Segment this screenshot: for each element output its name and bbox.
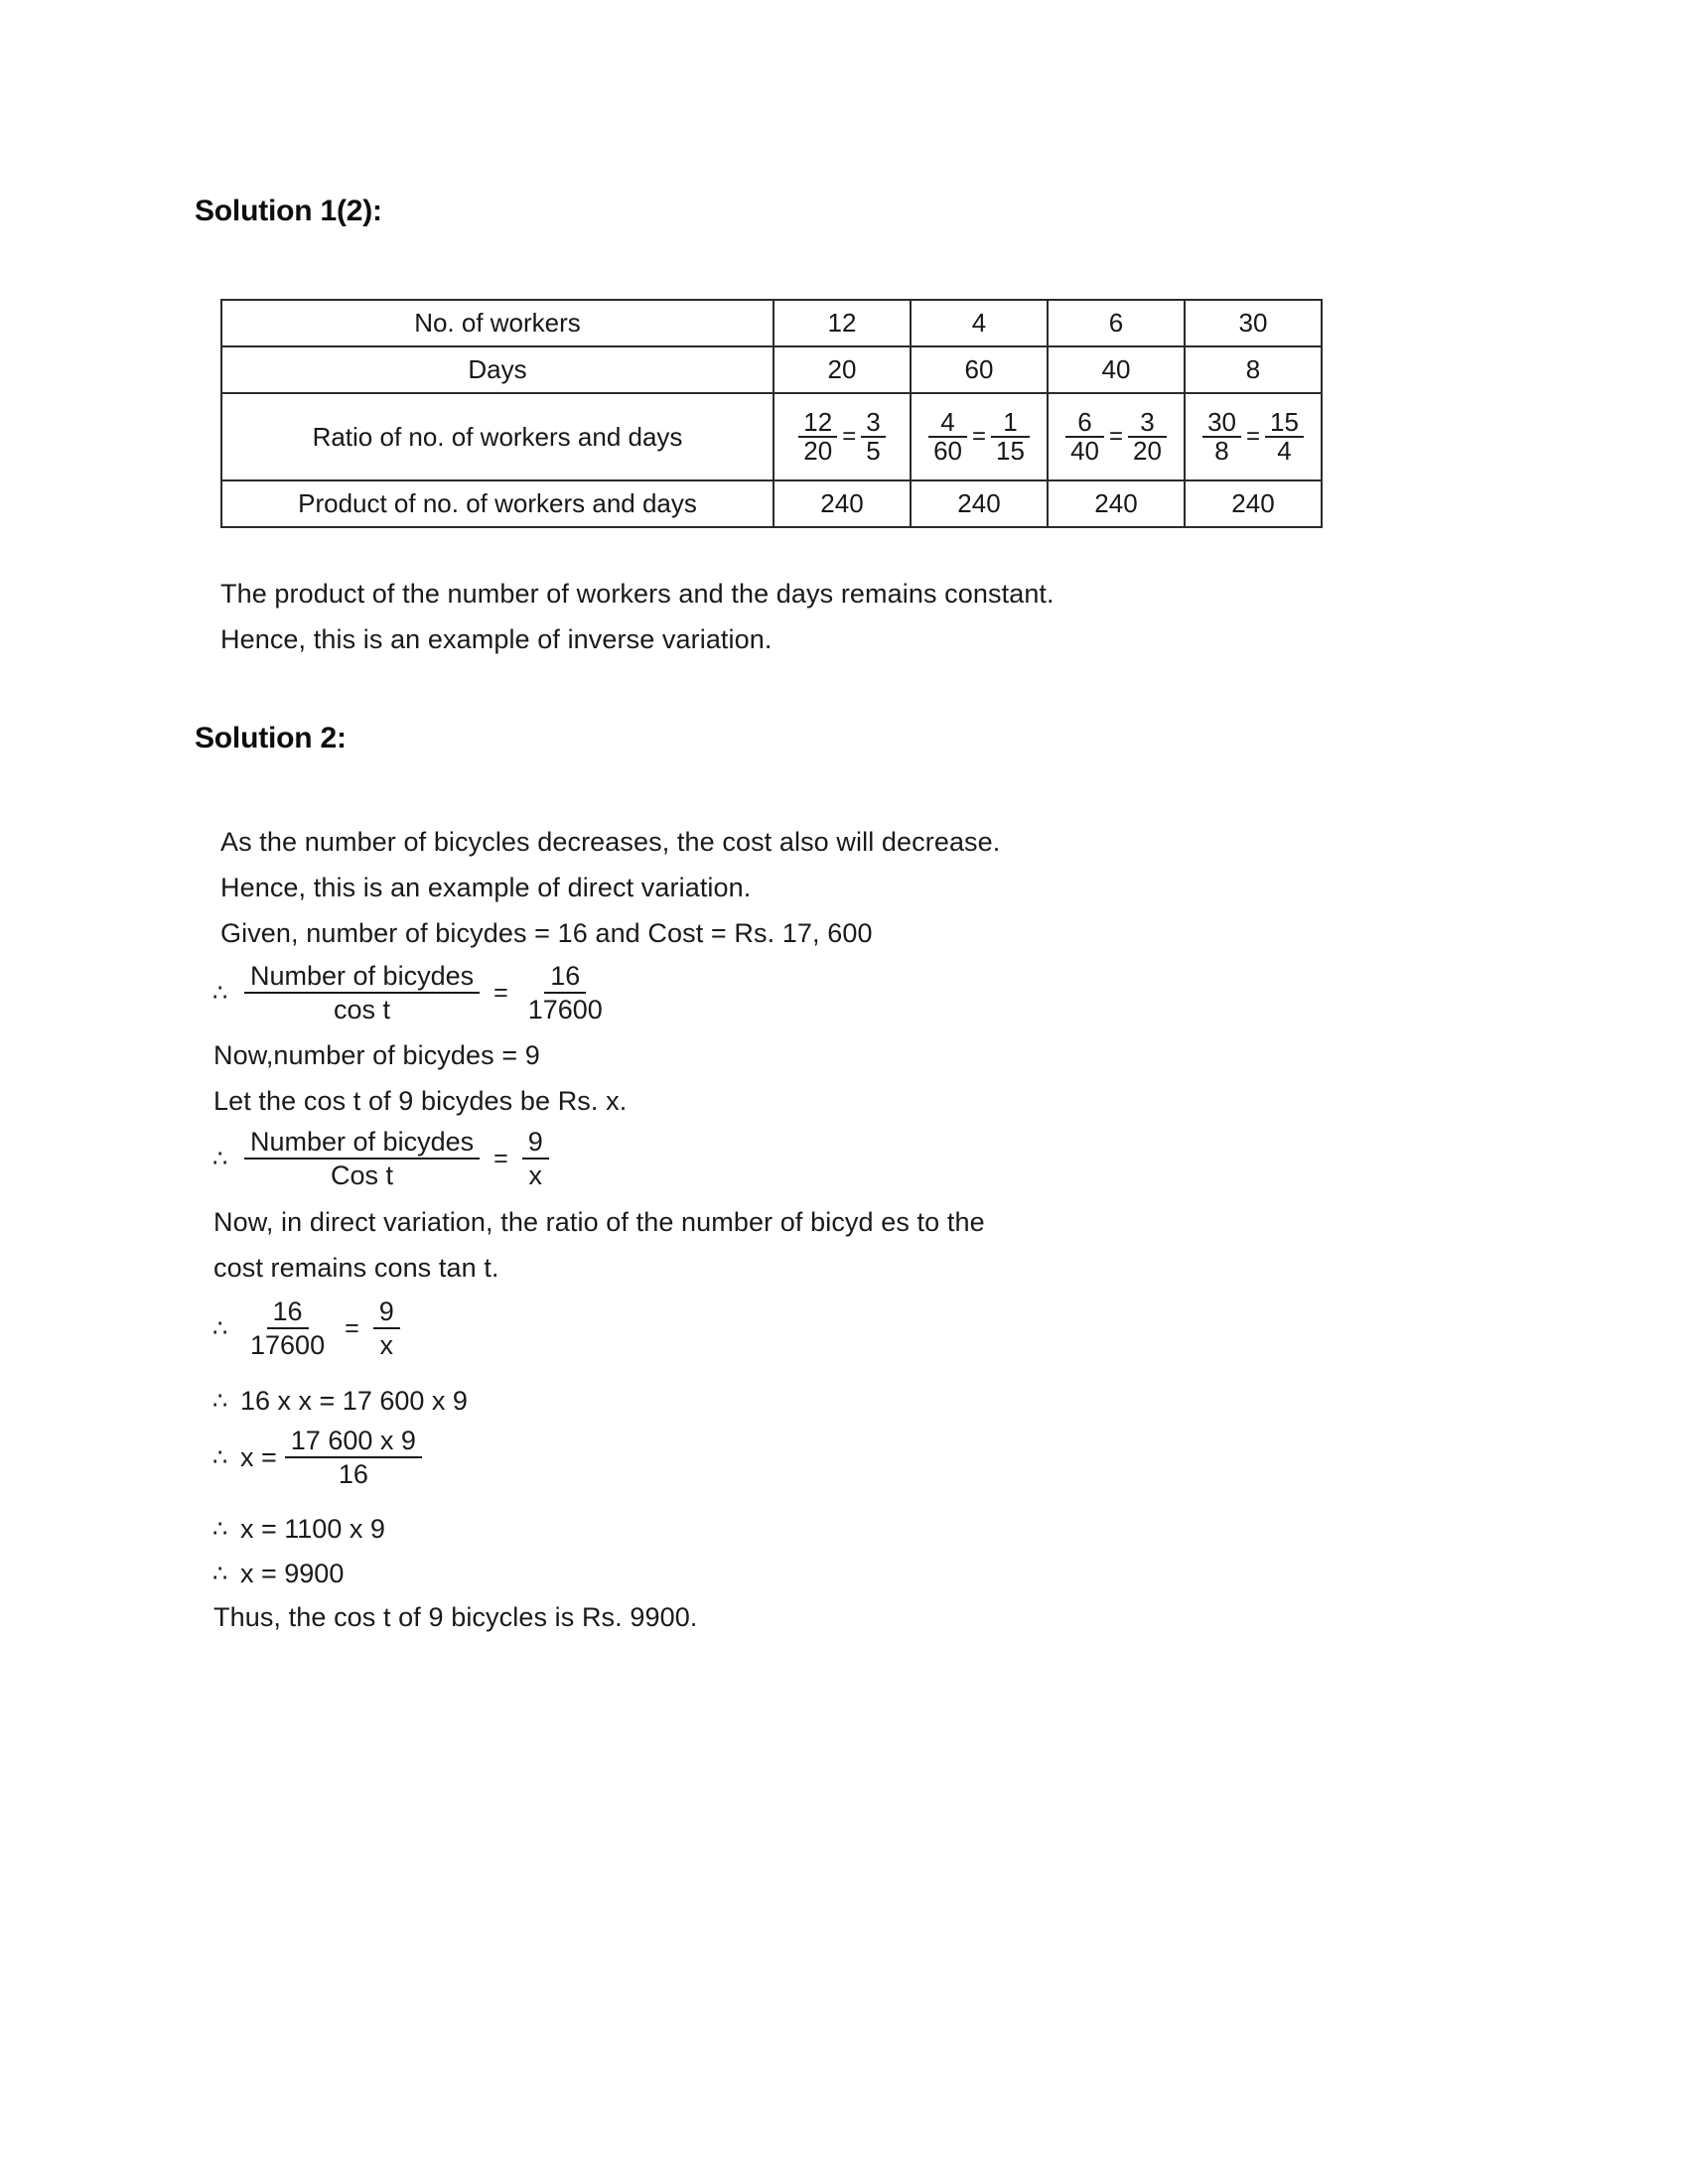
solution-2-line-3: Given, number of bicydes = 16 and Cost = Rs. 17, 600 xyxy=(220,918,873,948)
table-row xyxy=(221,346,1322,393)
table-row xyxy=(221,480,1322,527)
fraction: $\frac{17 600 x 9}{16}$ xyxy=(285,1426,422,1489)
therefore-symbol: ∴ xyxy=(212,1443,228,1471)
therefore-symbol: ∴ xyxy=(212,1516,228,1543)
row-label-cell xyxy=(221,300,774,346)
table-cell: 40 xyxy=(1048,346,1185,393)
table-cell: 4 xyxy=(911,300,1048,346)
table-cell: 12 xyxy=(774,300,911,346)
solution-2-line-4: Now,number of bicydes = 9 xyxy=(213,1040,540,1070)
row-label: Product of no. of workers and days xyxy=(298,488,697,518)
row-label-cell xyxy=(221,480,774,527)
table-cell: 8 xyxy=(1185,346,1322,393)
row-label: No. of workers xyxy=(414,308,581,338)
solution-2-final-answer: Thus, the cos t of 9 bicycles is Rs. 9900. xyxy=(213,1602,698,1632)
table-cell: 20 xyxy=(774,346,911,393)
table-row xyxy=(221,393,1322,480)
table-cell: 240 xyxy=(911,480,1048,527)
table-row xyxy=(221,300,1322,346)
therefore-symbol: ∴ xyxy=(212,1314,228,1342)
solution-2-line-7: cost remains cons tan t. xyxy=(213,1253,499,1283)
equation-text: 16 x x = 17 600 x 9 xyxy=(240,1386,468,1416)
equation-lead: x = xyxy=(240,1441,277,1472)
equation-bicycles-over-cost-2 xyxy=(212,1127,555,1190)
equation-proportion xyxy=(212,1297,406,1360)
equals-sign: = xyxy=(1245,423,1260,450)
table-cell: 240 xyxy=(1048,480,1185,527)
solution-2-line-2: Hence, this is an example of direct variation. xyxy=(220,873,752,902)
row-label-cell xyxy=(221,393,774,480)
solution-2-line-5: Let the cos t of 9 bicydes be Rs. x. xyxy=(213,1086,628,1116)
equation-x-9900 xyxy=(212,1559,346,1589)
solution-1-conclusion-line-1: The product of the number of workers and the days remains constant. xyxy=(220,579,1055,609)
workers-days-table xyxy=(220,299,1323,528)
fraction: $\frac{30}{8}$ xyxy=(1202,409,1241,466)
fraction: $\frac{12}{20}$ xyxy=(798,409,837,466)
therefore-symbol: ∴ xyxy=(212,979,228,1007)
fraction: $\frac{15}{4}$ xyxy=(1265,409,1304,466)
therefore-symbol: ∴ xyxy=(212,1145,228,1172)
table-cell: 240 xyxy=(774,480,911,527)
fraction: $\frac{1}{15}$ xyxy=(991,409,1030,466)
solution-2-line-1: As the number of bicycles decreases, the cost also will decrease. xyxy=(220,827,1001,857)
fraction: $\frac{3}{5}$ xyxy=(861,409,885,466)
fraction: $\frac{16}{17600}$ xyxy=(250,1297,326,1361)
therefore-symbol: ∴ xyxy=(212,1388,228,1415)
fraction: $\frac{\text{Number of bicydes}}{\text{Cos t}}$ xyxy=(244,1127,480,1190)
fraction: $\frac{9}{x}$ xyxy=(522,1127,549,1190)
table-cell: 60 xyxy=(911,346,1048,393)
fraction: $\frac{\text{Number of bicydes}}{\text{cos t}}$ xyxy=(244,961,480,1024)
fraction: $\frac{4}{60}$ xyxy=(928,409,967,466)
fraction: $\frac{16}{17600}$ xyxy=(527,961,603,1025)
ratio-cell xyxy=(1185,393,1322,480)
fraction: $\frac{3}{20}$ xyxy=(1128,409,1167,466)
equation-text: x = 9900 xyxy=(240,1559,345,1588)
equals-sign: = xyxy=(493,978,508,1007)
equals-sign: = xyxy=(345,1313,359,1342)
ratio-cell xyxy=(911,393,1048,480)
equals-sign: = xyxy=(1108,423,1123,450)
solution-2-heading: Solution 2: xyxy=(195,722,347,754)
row-label: Days xyxy=(468,354,527,384)
equals-sign: = xyxy=(971,423,986,450)
equals-sign: = xyxy=(493,1144,508,1172)
solution-2-line-6: Now, in direct variation, the ratio of the number of bicyd es to the xyxy=(213,1207,985,1237)
row-label: Ratio of no. of workers and days xyxy=(312,421,683,452)
equation-x-1100x9 xyxy=(212,1514,387,1545)
ratio-cell xyxy=(774,393,911,480)
table-cell: 30 xyxy=(1185,300,1322,346)
therefore-symbol: ∴ xyxy=(212,1561,228,1587)
fraction: $\frac{9}{x}$ xyxy=(373,1297,400,1360)
equals-sign: = xyxy=(842,423,857,450)
row-label-cell xyxy=(221,346,774,393)
fraction: $\frac{6}{40}$ xyxy=(1065,409,1104,466)
equation-bicycles-over-cost-1 xyxy=(212,961,615,1024)
table-cell: 240 xyxy=(1185,480,1322,527)
ratio-cell xyxy=(1048,393,1185,480)
table-cell: 6 xyxy=(1048,300,1185,346)
equation-text: x = 1100 x 9 xyxy=(240,1514,385,1544)
solution-1-heading: Solution 1(2): xyxy=(195,195,382,227)
solution-1-conclusion-line-2: Hence, this is an example of inverse variation. xyxy=(220,624,773,654)
equation-solve-x xyxy=(212,1426,428,1489)
equation-cross-multiply xyxy=(212,1386,470,1417)
